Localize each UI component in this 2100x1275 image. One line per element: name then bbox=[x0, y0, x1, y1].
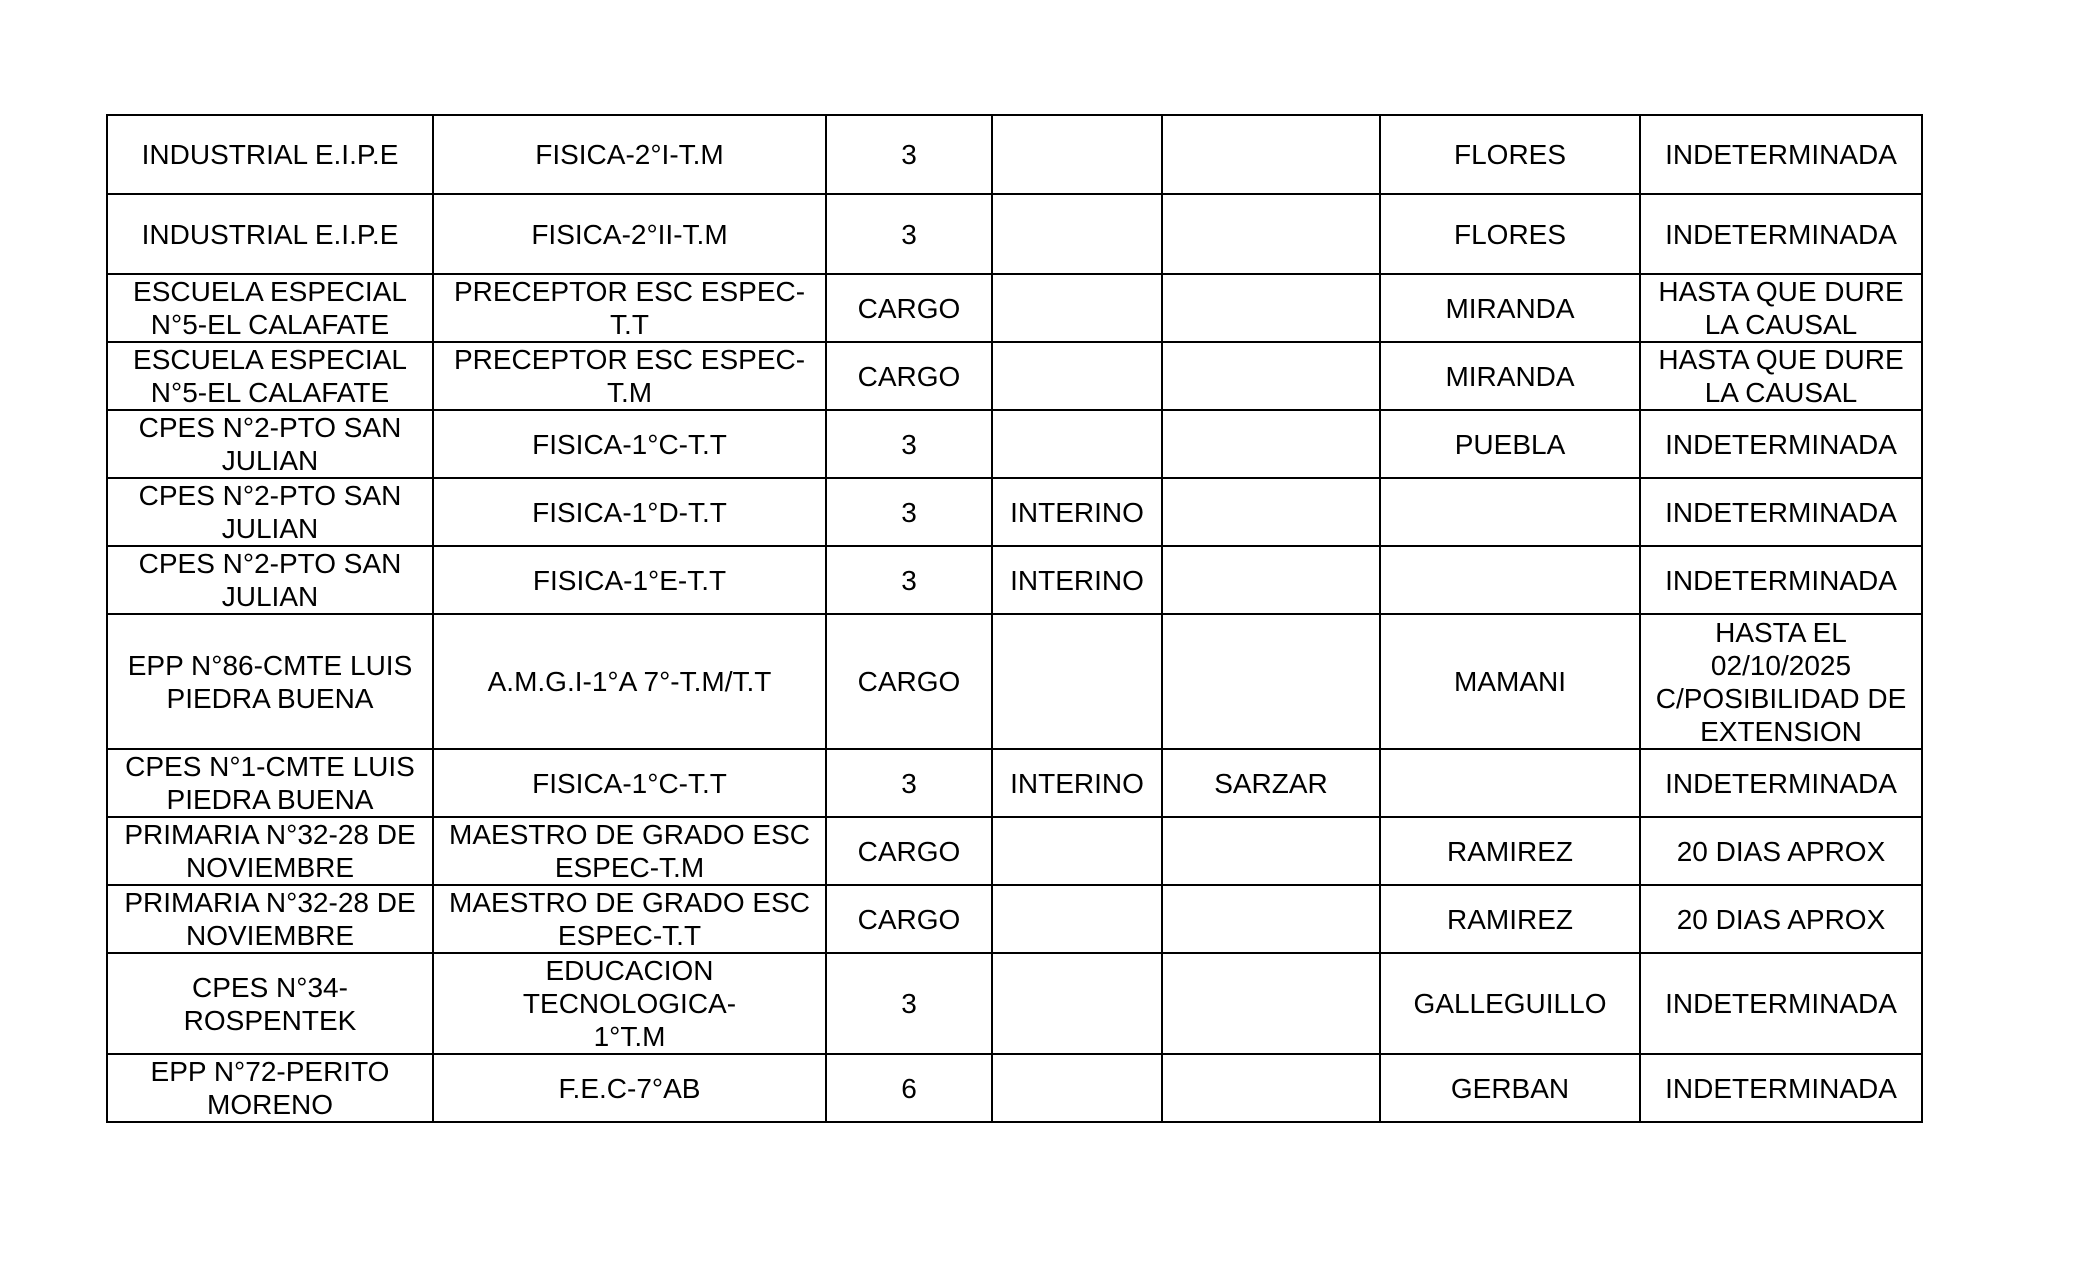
cell-hours: 3 bbox=[826, 478, 992, 546]
cell-hours: 3 bbox=[826, 115, 992, 194]
cell-school: CPES N°2-PTO SAN JULIAN bbox=[107, 478, 433, 546]
cell-subject: FISICA-2°I-T.M bbox=[433, 115, 826, 194]
cell-teacher bbox=[1380, 546, 1640, 614]
cell-subject: FISICA-1°C-T.T bbox=[433, 410, 826, 478]
cell-holder bbox=[1162, 274, 1380, 342]
cell-status bbox=[992, 1054, 1162, 1122]
cell-subject: FISICA-1°C-T.T bbox=[433, 749, 826, 817]
cell-school: PRIMARIA N°32-28 DE NOVIEMBRE bbox=[107, 885, 433, 953]
cell-school: CPES N°2-PTO SAN JULIAN bbox=[107, 410, 433, 478]
cell-status bbox=[992, 115, 1162, 194]
cell-holder bbox=[1162, 410, 1380, 478]
table-body bbox=[107, 115, 1922, 1122]
cell-school: EPP N°86-CMTE LUIS PIEDRA BUENA bbox=[107, 614, 433, 749]
table-row bbox=[107, 817, 1922, 885]
cell-school: ESCUELA ESPECIAL N°5-EL CALAFATE bbox=[107, 274, 433, 342]
cell-teacher: GALLEGUILLO bbox=[1380, 953, 1640, 1054]
cell-holder bbox=[1162, 342, 1380, 410]
cell-holder: SARZAR bbox=[1162, 749, 1380, 817]
cell-teacher: RAMIREZ bbox=[1380, 885, 1640, 953]
cell-school: ESCUELA ESPECIAL N°5-EL CALAFATE bbox=[107, 342, 433, 410]
cell-teacher: PUEBLA bbox=[1380, 410, 1640, 478]
cell-holder bbox=[1162, 546, 1380, 614]
table-row bbox=[107, 342, 1922, 410]
cell-duration: INDETERMINADA bbox=[1640, 749, 1922, 817]
table-row bbox=[107, 194, 1922, 274]
table-row bbox=[107, 885, 1922, 953]
cell-status bbox=[992, 817, 1162, 885]
cell-subject: PRECEPTOR ESC ESPEC- T.M bbox=[433, 342, 826, 410]
cell-subject: MAESTRO DE GRADO ESC ESPEC-T.T bbox=[433, 885, 826, 953]
cell-duration: 20 DIAS APROX bbox=[1640, 817, 1922, 885]
cell-school: PRIMARIA N°32-28 DE NOVIEMBRE bbox=[107, 817, 433, 885]
table-row bbox=[107, 478, 1922, 546]
cell-status bbox=[992, 194, 1162, 274]
cell-subject: PRECEPTOR ESC ESPEC- T.T bbox=[433, 274, 826, 342]
cell-duration: INDETERMINADA bbox=[1640, 194, 1922, 274]
cell-hours: 3 bbox=[826, 546, 992, 614]
cell-hours: 3 bbox=[826, 410, 992, 478]
cell-subject: FISICA-1°E-T.T bbox=[433, 546, 826, 614]
cell-school: CPES N°2-PTO SAN JULIAN bbox=[107, 546, 433, 614]
cell-holder bbox=[1162, 115, 1380, 194]
cell-school: INDUSTRIAL E.I.P.E bbox=[107, 194, 433, 274]
cell-holder bbox=[1162, 478, 1380, 546]
cell-subject: A.M.G.I-1°A 7°-T.M/T.T bbox=[433, 614, 826, 749]
table-row bbox=[107, 274, 1922, 342]
cell-duration: INDETERMINADA bbox=[1640, 115, 1922, 194]
cell-teacher: FLORES bbox=[1380, 115, 1640, 194]
cell-holder bbox=[1162, 953, 1380, 1054]
cell-school: CPES N°34- ROSPENTEK bbox=[107, 953, 433, 1054]
cell-status bbox=[992, 953, 1162, 1054]
table-row bbox=[107, 1054, 1922, 1122]
cell-holder bbox=[1162, 885, 1380, 953]
cell-teacher: RAMIREZ bbox=[1380, 817, 1640, 885]
cell-hours: CARGO bbox=[826, 614, 992, 749]
cell-holder bbox=[1162, 817, 1380, 885]
cell-hours: CARGO bbox=[826, 885, 992, 953]
cell-hours: CARGO bbox=[826, 342, 992, 410]
cell-status: INTERINO bbox=[992, 749, 1162, 817]
table-row bbox=[107, 546, 1922, 614]
cell-duration: INDETERMINADA bbox=[1640, 478, 1922, 546]
cell-teacher bbox=[1380, 749, 1640, 817]
cell-subject: FISICA-1°D-T.T bbox=[433, 478, 826, 546]
cell-teacher: FLORES bbox=[1380, 194, 1640, 274]
cell-duration: HASTA EL 02/10/2025 C/POSIBILIDAD DE EXTENSION bbox=[1640, 614, 1922, 749]
cell-subject: MAESTRO DE GRADO ESC ESPEC-T.M bbox=[433, 817, 826, 885]
table-row bbox=[107, 115, 1922, 194]
table-row bbox=[107, 410, 1922, 478]
cell-school: CPES N°1-CMTE LUIS PIEDRA BUENA bbox=[107, 749, 433, 817]
cell-hours: 3 bbox=[826, 953, 992, 1054]
vacancies-table bbox=[106, 114, 1923, 1123]
cell-subject: FISICA-2°II-T.M bbox=[433, 194, 826, 274]
cell-status bbox=[992, 342, 1162, 410]
cell-subject: F.E.C-7°AB bbox=[433, 1054, 826, 1122]
cell-holder bbox=[1162, 194, 1380, 274]
cell-duration: INDETERMINADA bbox=[1640, 1054, 1922, 1122]
cell-status: INTERINO bbox=[992, 546, 1162, 614]
cell-status bbox=[992, 410, 1162, 478]
cell-hours: 6 bbox=[826, 1054, 992, 1122]
cell-duration: 20 DIAS APROX bbox=[1640, 885, 1922, 953]
cell-duration: INDETERMINADA bbox=[1640, 546, 1922, 614]
cell-school: INDUSTRIAL E.I.P.E bbox=[107, 115, 433, 194]
table-row bbox=[107, 749, 1922, 817]
cell-teacher: MIRANDA bbox=[1380, 274, 1640, 342]
cell-status bbox=[992, 885, 1162, 953]
cell-duration: INDETERMINADA bbox=[1640, 410, 1922, 478]
cell-subject: EDUCACION TECNOLOGICA- 1°T.M bbox=[433, 953, 826, 1054]
cell-status bbox=[992, 614, 1162, 749]
cell-hours: 3 bbox=[826, 749, 992, 817]
cell-school: EPP N°72-PERITO MORENO bbox=[107, 1054, 433, 1122]
cell-duration: HASTA QUE DURE LA CAUSAL bbox=[1640, 342, 1922, 410]
cell-holder bbox=[1162, 614, 1380, 749]
table-row bbox=[107, 614, 1922, 749]
cell-teacher: GERBAN bbox=[1380, 1054, 1640, 1122]
cell-hours: CARGO bbox=[826, 274, 992, 342]
cell-teacher: MIRANDA bbox=[1380, 342, 1640, 410]
cell-teacher bbox=[1380, 478, 1640, 546]
cell-hours: 3 bbox=[826, 194, 992, 274]
table-row bbox=[107, 953, 1922, 1054]
cell-status bbox=[992, 274, 1162, 342]
cell-teacher: MAMANI bbox=[1380, 614, 1640, 749]
cell-duration: INDETERMINADA bbox=[1640, 953, 1922, 1054]
cell-status: INTERINO bbox=[992, 478, 1162, 546]
cell-duration: HASTA QUE DURE LA CAUSAL bbox=[1640, 274, 1922, 342]
cell-hours: CARGO bbox=[826, 817, 992, 885]
cell-holder bbox=[1162, 1054, 1380, 1122]
